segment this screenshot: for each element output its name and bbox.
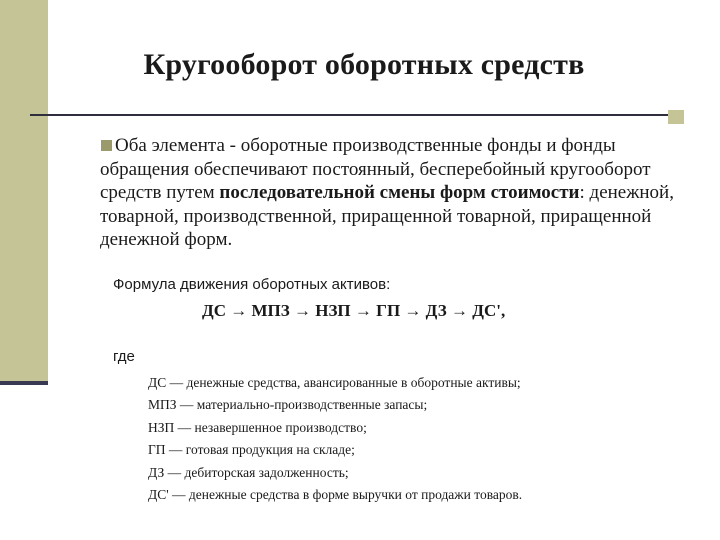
main-paragraph (100, 134, 690, 252)
square-bullet-icon (101, 140, 112, 151)
definition-item: ГП — готовая продукция на складе; (148, 442, 355, 458)
definition-item: ДС — денежные средства, авансированные в оборотные активы; (148, 375, 521, 390)
title-divider (30, 114, 670, 116)
definition-item: ДС' — денежные средства в форме выручки от продажи товаров. (148, 487, 523, 503)
where-label: где (113, 348, 135, 365)
decorative-side-bar (0, 0, 48, 385)
formula: ДС → МПЗ → НЗП → ГП → ДЗ → ДС', (202, 301, 506, 320)
slide-title: Кругооборот оборотных средств (143, 48, 585, 81)
formula-label: Формула движения оборотных активов: (113, 276, 391, 293)
title-divider-accent (668, 110, 684, 124)
side-bar-divider (0, 381, 48, 385)
definitions-list (148, 372, 708, 506)
definition-item: ДЗ — дебиторская задолженность; (148, 464, 349, 480)
paragraph-bold-text: последовательной смены форм стоимости (219, 182, 580, 203)
paragraph-text-start: Оба элемента - оборотные производственные фонды и фонды обращения обеспечивают постоянный, бесперебойный кругооборот средств путем (100, 135, 651, 203)
definition-item: НЗП — незавершенное производство; (148, 419, 367, 435)
definition-item: МПЗ — материально-производственные запасы; (148, 397, 428, 413)
paragraph-text-end: : денежной, товарной, производственной, приращенной товарной, приращенной денежной форм. (100, 182, 674, 250)
